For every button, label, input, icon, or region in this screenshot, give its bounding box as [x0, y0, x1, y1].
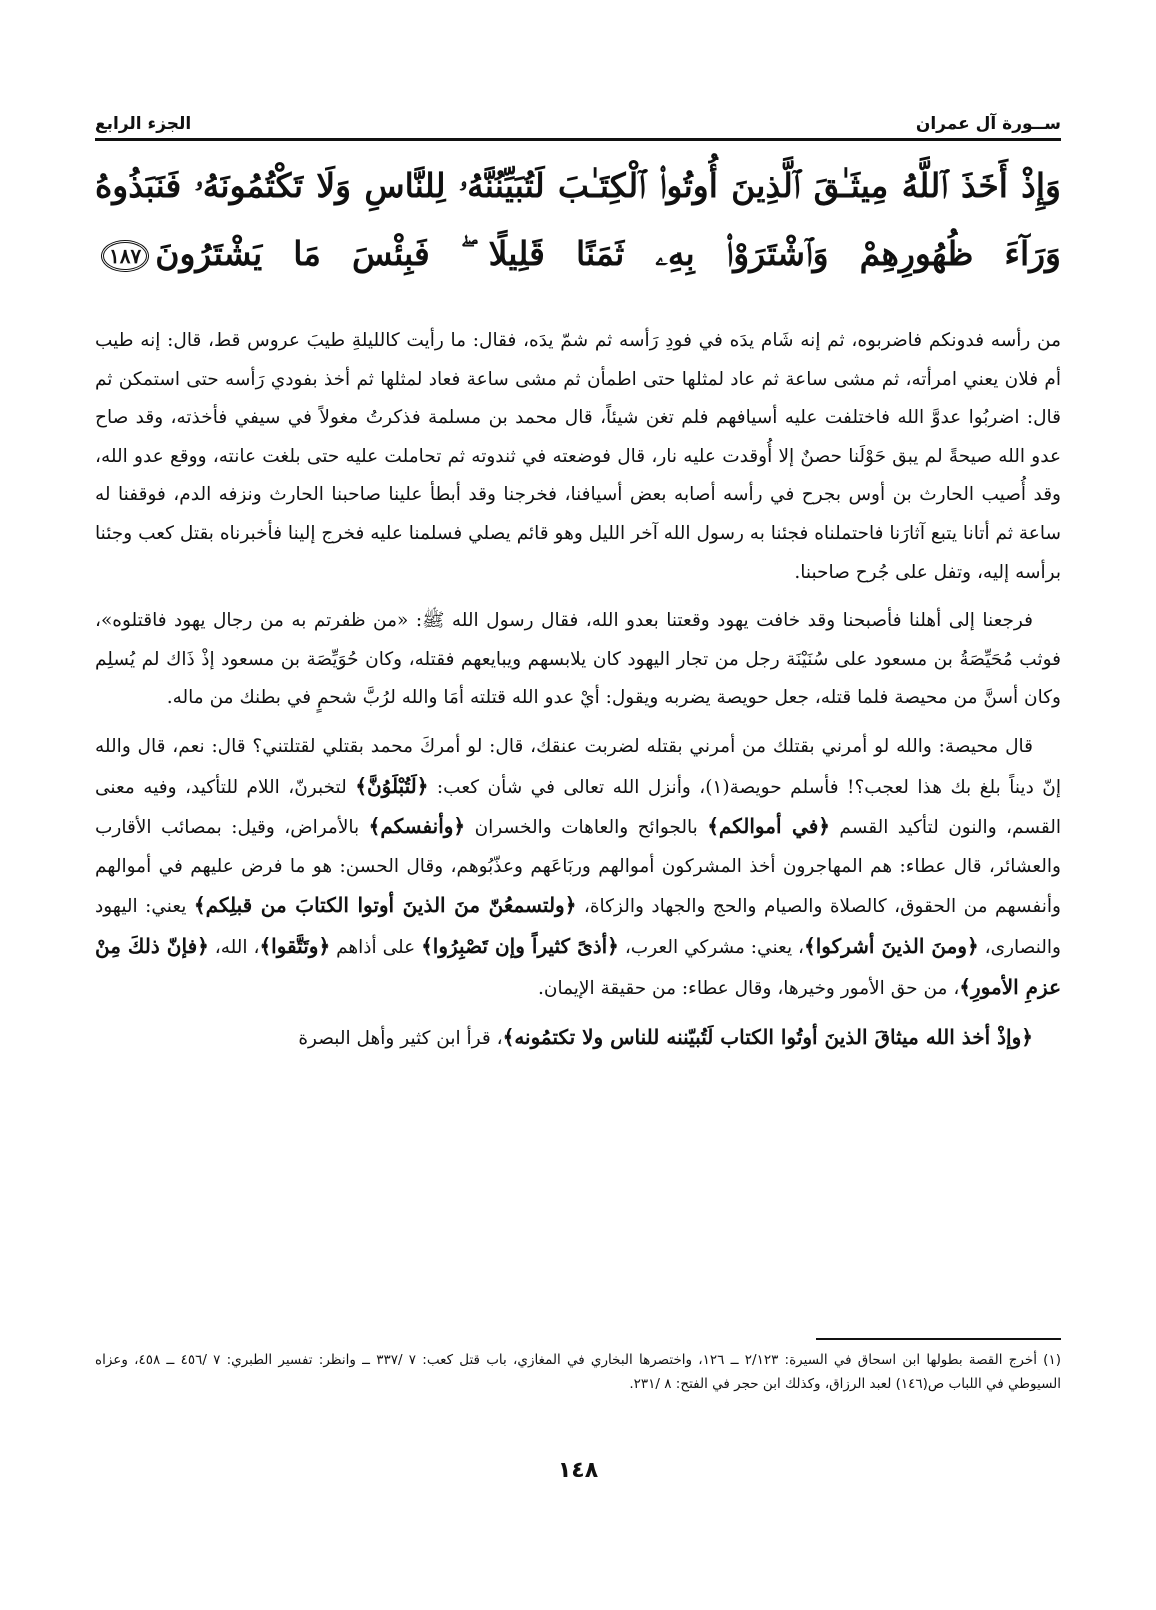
- page-number: ١٤٨: [557, 1458, 599, 1483]
- quran-quote: ﴿فإنّ ذلكَ مِنْ عزمِ الأمورِ﴾: [95, 933, 1061, 999]
- text-run: بالأمراض، وقيل: بمصائب الأقارب والعشائر، قال عطاء: هم المهاجرون أخذ المشركون أموالهم وربَاعَهم وعذّبُوهم، وقال الحسن: هو ما فرض عليهم في أموالهم وأنفسهم من الحقوق، كالصلاة والصيام والحج والجهاد والزكاة،: [95, 817, 1061, 918]
- quran-quote: ﴿وأنفسكم﴾: [368, 814, 466, 839]
- running-header: [95, 100, 1061, 134]
- quran-quote: ﴿وإذْ أخذ الله ميثاقَ الذينَ أوتُوا الكتاب لَتُبيّننه للناس ولا تكتمُونه﴾: [502, 1025, 1033, 1050]
- text-run: لتخبرنّ، اللام للتأكيد، وفيه معنى القسم، والنون لتأكيد القسم: [95, 776, 1061, 839]
- commentary-text: [95, 322, 1061, 1610]
- quran-quote: ﴿وتَتَّقوا﴾: [259, 933, 331, 958]
- text-run: ، يعني: مشركي العرب،: [618, 936, 804, 958]
- quran-verse: [95, 152, 1061, 312]
- surah-title: ســورة آل عمران: [915, 114, 1061, 134]
- text-run: ، الله،: [208, 936, 260, 958]
- header-rule: [95, 138, 1061, 141]
- verse-line-2: [95, 220, 1061, 288]
- text-run: قال محيصة: والله لو أمرني بقتلك من أمرني بقتله لضربت عنقك، قال: لو أمركَ محمد بقتلي لقتلتني؟ قال: نعم، قال والله إنّ ديناً بلغ بك هذا لعجب؟! فأسلم حويصة(١)، وأنزل الله تعالى في شأن كعب:: [95, 735, 1061, 798]
- quran-quote: ﴿لَتُبْلَوُنَّ﴾: [355, 773, 429, 798]
- juz-label: الجزء الرابع: [95, 114, 192, 134]
- footnote-1: (١) أخرج القصة بطولها ابن اسحاق في السيرة: ٢/١٢٣ ــ ١٢٦، واختصرها البخاري في المغازي، باب قتل كعب: ٧ /٣٣٧ ــ وانظر: تفسير الطبري: ٧ /٤٥٦ ــ ٤٥٨، وعزاه السيوطي في اللباب ص(١٤٦) لعبد الرزاق، وكذلك ابن حجر في الفتح: ٨ /٢٣١.: [95, 1352, 1061, 1392]
- ayah-number-marker: ١٨٧: [101, 240, 149, 272]
- verse-line-2-text: وَرَآءَ ظُهُورِهِمْ وَٱشْتَرَوْا۟ بِهِۦ ثَمَنًا قَلِيلًا ۖ فَبِئْسَ مَا يَشْتَرُونَ: [155, 234, 1061, 273]
- quran-quote: ﴿ولتسمعُنّ منَ الذينَ أوتوا الكتابَ من قبلِكم﴾: [193, 893, 577, 918]
- paragraph-2: فرجعنا إلى أهلنا فأصبحنا وقد خافت يهود وقعتنا بعدو الله، فقال رسول الله ﷺ: «من ظفرتم به من رجال يهود فاقتلوه»، فوثب مُحَيِّصَةُ بن مسعود على سُنَيْنَة رجل من تجار اليهود كان يلابسهم ويبايعهم فقتله، وكان حُوَيِّصَة بن مسعود إذْ ذَاك لم يُسلِم وكان أسنَّ من محيصة فلما قتله، جعل حويصة يضربه ويقول: أيْ عدو الله قتلته أمَا والله لرُبَّ شحمٍ في بطنك من ماله.: [95, 610, 1061, 709]
- verse-line-1: وَإِذْ أَخَذَ ٱللَّهُ مِيثَـٰقَ ٱلَّذِينَ أُوتُوا۟ ٱلْكِتَـٰبَ لَتُبَيِّنُنَّهُۥ لِلنَّاسِ وَلَا تَكْتُمُونَهُۥ فَنَبَذُوهُ: [95, 166, 1061, 205]
- paragraph-1: من رأسه فدونكم فاضربوه، ثم إنه شَام يدَه في فودِ رَأسه ثم شمّ يدَه، فقال: ما رأيت كالليلةِ طيبَ عروس قط، قال: إنه طيب أم فلان يعني امرأته، ثم مشى ساعة ثم عاد لمثلها حتى اطمأن ثم مشى ساعة فعاد لمثلها ثم أخذ بفودي رَأسه حتى استمكن ثم قال: اضربُوا عدوَّ الله فاختلفت عليه أسيافهم فلم تغن شيئاً، قال محمد بن مسلمة فذكرتُ مغولاً في سيفي فأخذته، وقد صاح عدو الله صيحةً لم يبق حَوْلَنا حصنٌ إلا أُوقدت عليه نار، قال فوضعته في ثندوته ثم تحاملت عليه حتى بلغت عانته، ووقع عدو الله، وقد أُصيب الحارث بن أوس بجرح في رأسه أصابه بعض أسيافنا، فخرجنا وقد أبطأ علينا صاحبنا الحارث ونزفه الدم، فوقفنا له ساعة ثم أتانا يتبع آثارَنا فاحتملناه فجئنا به رسول الله آخر الليل وهو قائم يصلي فسلمنا عليه فخرج إلينا فأخبرناه بقتل كعب وجئنا برأسه إليه، وتفل على جُرح صاحبنا.: [95, 330, 1061, 583]
- paragraph-4: [95, 1018, 1061, 1059]
- footnote-rule: [816, 1338, 1061, 1340]
- text-run: بالجوائح والعاهات والخسران: [465, 817, 708, 839]
- text-run: ، قرأ ابن كثير وأهل البصرة: [298, 1028, 503, 1050]
- footnotes: [95, 1348, 1061, 1396]
- quran-quote: ﴿أذىً كثيراً وإن تَصْبِرُوا﴾: [421, 933, 619, 958]
- text-run: ، من حق الأمور وخيرها، وقال عطاء: من حقيقة الإيمان.: [538, 977, 960, 999]
- quran-quote: ﴿ومنَ الذينَ أشركوا﴾: [803, 933, 979, 958]
- text-run: يعني: اليهود والنصارى،: [95, 896, 1061, 958]
- quran-quote: ﴿في أموالكم﴾: [707, 814, 830, 839]
- text-run: على أذاهم: [330, 936, 422, 958]
- paragraph-3: [95, 728, 1061, 1008]
